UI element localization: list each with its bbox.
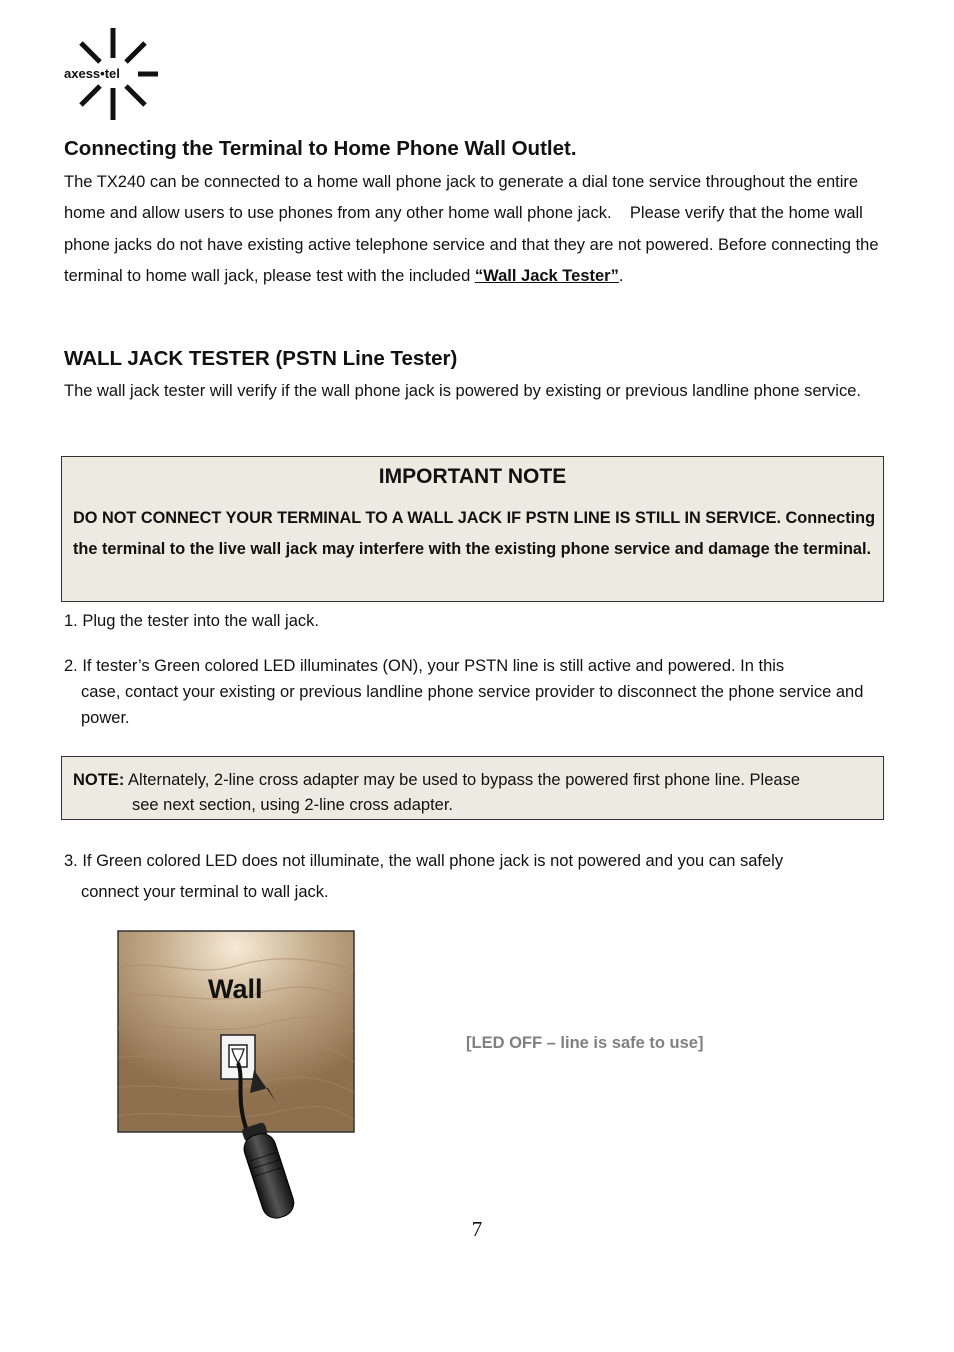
led-off-caption: [LED OFF – line is safe to use] bbox=[466, 1034, 704, 1052]
step-1: 1. Plug the tester into the wall jack. bbox=[64, 612, 319, 630]
intro-text: The TX240 can be connected to a home wall phone jack to generate a dial tone service throughout the entire home and allow users to use phones from any other home wall phone jack. Please verify that the home wall phone jacks do not have existing active telephone service and that they are not powered. Before connecting the terminal to home wall jack, please test with the included bbox=[64, 173, 879, 285]
step-3-first-line: 3. If Green colored LED does not illuminate, the wall phone jack is not powered and you can safely bbox=[64, 852, 784, 870]
important-note-title: IMPORTANT NOTE bbox=[378, 465, 567, 488]
note-second-line: see next section, using 2-line cross adapter. bbox=[132, 796, 454, 814]
page-number: 7 bbox=[471, 1217, 483, 1241]
wall-label: Wall bbox=[208, 974, 263, 1004]
step-2-first-line: 2. If tester’s Green colored LED illuminates (ON), your PSTN line is still active and powered. In this bbox=[64, 657, 785, 675]
logo-text: axess•tel bbox=[64, 66, 120, 81]
tester-paragraph: The wall jack tester will verify if the wall phone jack is powered by existing or previous landline phone service. bbox=[64, 382, 861, 400]
section-heading-connecting: Connecting the Terminal to Home Phone Wall Outlet. bbox=[64, 137, 577, 160]
note-body bbox=[73, 765, 878, 821]
wall-jack-tester-link[interactable]: “Wall Jack Tester” bbox=[474, 266, 619, 285]
note-label: NOTE: bbox=[73, 771, 125, 789]
wall-jack-illustration bbox=[116, 928, 364, 1230]
axesstel-logo bbox=[62, 26, 162, 124]
step-2 bbox=[64, 653, 894, 731]
intro-period: . bbox=[618, 266, 624, 285]
important-note-body: DO NOT CONNECT YOUR TERMINAL TO A WALL JACK IF PSTN LINE IS STILL IN SERVICE. Connecting the terminal to the live wall jack may interfere with the existing phone service and damage the terminal. bbox=[73, 509, 876, 559]
important-note-box bbox=[61, 456, 884, 602]
note-first-line: Alternately, 2-line cross adapter may be used to bypass the powered first phone line. Please bbox=[124, 771, 801, 789]
step-3 bbox=[64, 846, 894, 908]
tester-plug bbox=[237, 1121, 297, 1222]
step-3-continued: connect your terminal to wall jack. bbox=[81, 883, 329, 901]
intro-paragraph bbox=[64, 167, 894, 292]
step-2-continued: case, contact your existing or previous landline phone service provider to disconnect the phone service and power. bbox=[81, 683, 864, 727]
note-box bbox=[61, 756, 884, 820]
section-heading-wall-jack-tester: WALL JACK TESTER (PSTN Line Tester) bbox=[64, 347, 458, 370]
